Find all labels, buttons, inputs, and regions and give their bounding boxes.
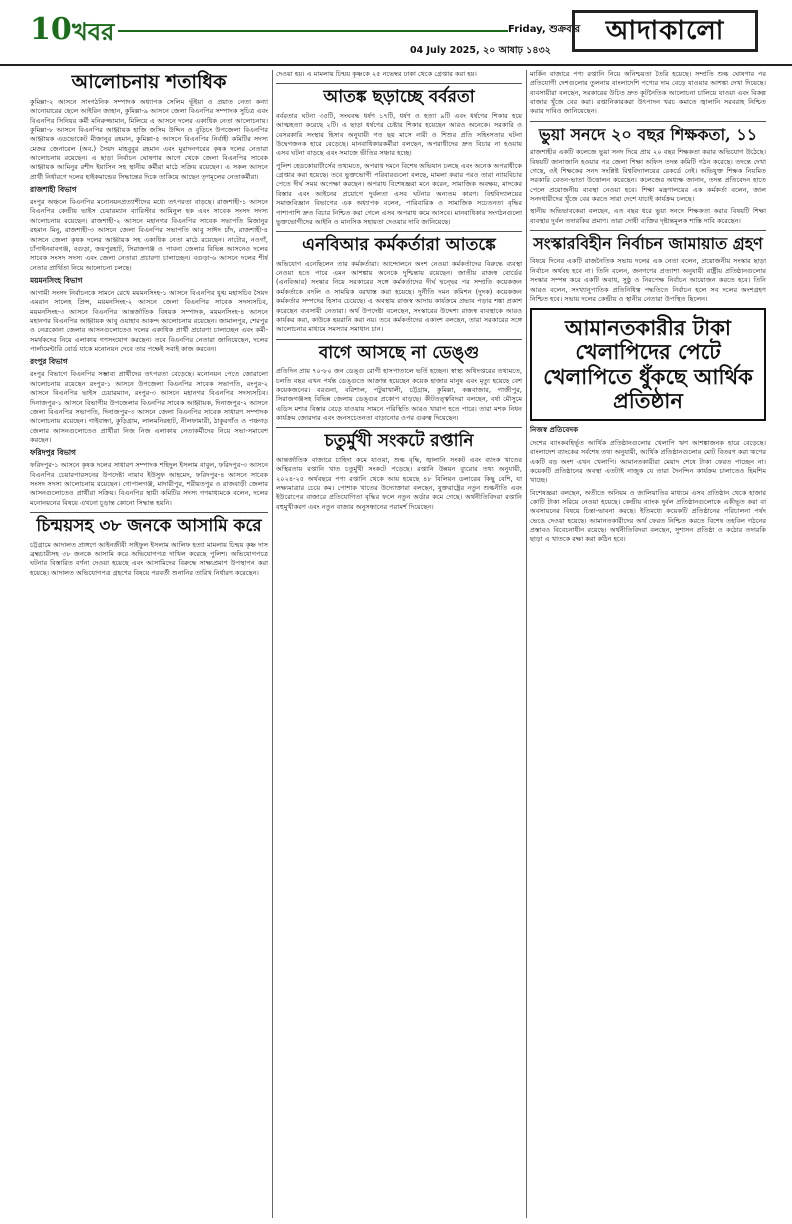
article-text: ফরিদপুর-১ আসনে কৃষক দলের সাধারণ সম্পাদক শহিদুল ইসলাম বাবুল, ফরিদপুর-৩ আসনে বিএনপির চেয়ারপারসনের উপদেষ্টা নায়াব ইউসুফ আহমেদ, ফরিদপুর-৪ আসনে সাবেক সংসদ সদস্য আলোচনায় রয়েছেন। গোপালগঞ্জ, মাদারীপুর, শরীয়তপুর ও রাজবাড়ী জেলার আসনগুলোতেও প্রার্থীরা সক্রিয়। বিএনপির স্থায়ী কমিটির সদস্য গণমাধ্যমকে বলেন, দলের মনোনয়নের বিষয়ে এখনো চূড়ান্ত কোনো সিদ্ধান্ত হয়নি। (30, 461, 268, 507)
headline-export: চতুর্মুখী সংকটে রপ্তানি (324, 431, 474, 452)
headline-fake-certificate: ভুয়া সনদে ২০ বছর শিক্ষকতা, ১১ (538, 124, 758, 144)
headline-chinmoy: চিন্ময়সহ ৩৮ জনকে আসামি করে (36, 516, 262, 537)
headline-nbr: এনবিআর কর্মকর্তারা আতঙ্কে (302, 235, 496, 256)
byline: নিজস্ব প্রতিবেদক (530, 424, 579, 434)
divider (276, 427, 522, 428)
article-text: দেওয়া হয়। এ মামলায় চিন্ময় কৃষ্ণকে ২৫ নভেম্বর ঢাকা থেকে গ্রেপ্তার করা হয়। (276, 70, 477, 78)
column-divider (272, 70, 273, 1218)
column-divider (526, 70, 527, 1218)
page-number: 10 (30, 12, 72, 47)
headline-dengue: বাগে আসছে না ডেঙ্গু (318, 342, 480, 363)
divider (530, 121, 766, 122)
newspaper-logo: আদাকালো (572, 10, 758, 52)
date-line: Friday, শুক্রবার (508, 24, 581, 35)
article-text: দেশের ব্যাংকবহির্ভূত আর্থিক প্রতিষ্ঠানগুলোর খেলাপি ঋণ আশঙ্কাজনক হারে বেড়েছে। বাংলাদেশ ব্যাংকের সর্বশেষ তথ্য অনুযায়ী, আর্থিক প্রতিষ্ঠানগুলোর মোট বিতরণ করা ঋণের একটি বড় অংশ এখন খেলাপি। আমানতকারীরা মেয়াদ শেষে টাকা ফেরত পাচ্ছেন না। কয়েকটি প্রতিষ্ঠানের অবস্থা এতটাই নাজুক যে তারা দৈনন্দিন কার্যক্রম চালাতেও হিমশিম খাচ্ছে। (530, 438, 766, 485)
divider (276, 83, 522, 84)
article-text: পুলিশ হেডকোয়ার্টার্সের তথ্যমতে, অপরাধ দমনে বিশেষ অভিযান চলছে এবং অনেক অপরাধীকে গ্রেপ্তার করা হয়েছে। তবে ভুক্তভোগী পরিবারগুলো বলছে, মামলা করার পরও তারা ন্যায়বিচার পেতে দীর্ঘ সময় অপেক্ষা করছেন। অপরাধ বিশেষজ্ঞরা মনে করেন, সামাজিক অবক্ষয়, মাদকের বিস্তার এবং আইনের প্রয়োগে দুর্বলতা এসব ঘটনার অন্যতম কারণ। বিশ্ববিদ্যালয়ের সমাজবিজ্ঞান বিভাগের এক অধ্যাপক বলেন, পারিবারিক ও সামাজিক সচেতনতা বৃদ্ধির পাশাপাশি দ্রুত বিচার নিশ্চিত করা গেলে এসব অপরাধ কমে আসবে। মানবাধিকার সংগঠনগুলো ভুক্তভোগীদের আইনি ও মানসিক সহায়তা দেওয়ার দাবি জানিয়েছে। (276, 161, 522, 226)
article-text: রংপুর অঞ্চলে বিএনপির মনোনয়নপ্রত্যাশীদের মধ্যে তৎপরতা বাড়ছে। রাজশাহী-১ আসনে বিএনপির কেন্দ্রীয় ভাইস চেয়ারম্যান ব্যারিস্টার আমিনুল হক এবং সাবেক সংসদ সদস্য আলোচনায় রয়েছেন। রাজশাহী-২ আসনে মহানগর বিএনপির সাবেক সভাপতি মিজানুর রহমান মিনু, রাজশাহী-৩ আসনে জেলা বিএনপির সভাপতি আবু সাঈদ চাঁদ, রাজশাহী-৪ আসনে জেলা কৃষক দলের আহ্বায়ক সহ একাধিক নেতা মাঠে রয়েছেন। নাটোর, নওগাঁ, চাঁপাইনবাবগঞ্জ, বগুড়া, জয়পুরহাট, সিরাজগঞ্জ ও পাবনা জেলার বিভিন্ন আসনেও দলের সাবেক সংসদ সদস্য এবং জেলা নেতারা প্রচারণা চালাচ্ছেন। বগুড়া-৬ আসনে দলের শীর্ষ নেতার প্রার্থিতা নিয়ে আলোচনা চলছে। (30, 198, 268, 272)
divider (276, 339, 522, 340)
article-text: চট্টগ্রামে আদালত প্রাঙ্গণে আইনজীবী সাইফুল ইসলাম আলিফ হত্যা মামলায় চিন্ময় কৃষ্ণ দাস ব্রহ্মচারীসহ ৩৮ জনকে আসামি করে অভিযোগপত্র দাখিল করেছে পুলিশ। অভিযোগপত্রে ঘটনার বিস্তারিত বর্ণনা দেওয়া হয়েছে এবং আসামিদের বিরুদ্ধে সাক্ষ্যপ্রমাণ উপস্থাপন করা হয়েছে। আদালত অভিযোগপত্র গ্রহণের বিষয়ে পরবর্তী শুনানির তারিখ নির্ধারণ করেছেন। (30, 540, 268, 577)
headline-jamaat: সংস্কারবিহীন নির্বাচন জামায়াত গ্রহণ (533, 234, 763, 254)
article-text: রংপুর বিভাগে বিএনপির সম্ভাব্য প্রার্থীদের তৎপরতা বেড়েছে। মনোনয়ন পেতে জোরালো আলোচনায় রয়েছেন রংপুর-১ আসনে উপজেলা বিএনপির সাবেক সভাপতি, রংপুর-২ আসনে বিএনপির ভাইস চেয়ারম্যান, রংপুর-৩ আসনে মহানগর বিএনপির সদস্যসচিব। দিনাজপুর-১ আসনে বিভাগীয় উপজেলার বিএনপির সাবেক আহ্বায়ক, দিনাজপুর-২ আসনে জেলা বিএনপির সভাপতি, দিনাজপুর-৩ আসনে জেলা বিএনপির সাবেক সাধারণ সম্পাদক আলোচনায় রয়েছেন। গাইবান্ধা, কুড়িগ্রাম, লালমনিরহাট, নীলফামারী, ঠাকুরগাঁও ও পঞ্চগড় জেলার আসনগুলোতেও প্রার্থীরা নিজ নিজ এলাকায় নেতাকর্মীদের নিয়ে সভা-সমাবেশ করছেন। (30, 370, 268, 444)
column-3 (530, 70, 766, 1218)
header-rule (118, 30, 508, 32)
subhead: ফরিদপুর বিভাগ (30, 448, 76, 458)
date-sub: 04 July 2025, ২০ আষাঢ় ১৪৩২ (410, 45, 551, 56)
headline-depositors: আমানতকারীর টাকা খেলাপিদের পেটে খেলাপিতে ধুঁকছে আর্থিক প্রতিষ্ঠান (543, 315, 753, 413)
subhead: ময়মনসিংহ বিভাগ (30, 275, 83, 285)
article-text: কুমিল্লা-২ আসনে সাংগঠনিক সম্পাদক অধ্যাপক সেলিম ভূঁইয়া ও প্রয়াত নেতা কন্যা আনোয়ারের ছেলে আইরিন জাহান, কুমিল্লা-৯ আসনে জেলা বিএনপির সম্পাদক সুচিত্র এবং বিএনপির সিনিয়র কর্মী মনিরুজ্জামান, মিলিয়ে এ আসনে দলের একাধিক নেতা আলোচনায়। কুমিল্লা-৮ আসনে বিএনপির আহ্বায়ক হাজি জসিম উদ্দিন ও বুড়িচং উপজেলা বিএনপির আহ্বায়ক এডভোকেট মীজানুর রহমান, কুমিল্লা-৫ আসনে বিএনপির নির্বাহী কমিটির সদস্য মেজর জেনারেল (অব.) সৈয়দ মাহবুবুর রহমান এবং মুরাদনগরের কৃষক দলের নেতারা আলোচনায় রয়েছেন। এ ছাড়া নির্বাচন ঘোষণার আগে থেকে জেলা বিএনপির সাবেক আহ্বায়ক আমিনুর রশীদ ইয়াসিন সহ স্থানীয় কর্মীরা মাঠে সক্রিয় রয়েছেন। এ সকল আসনে প্রার্থী নির্ধারণে দলের হাইকমান্ডের সিদ্ধান্তের দিকে তাকিয়ে আছেন তৃণমূলের নেতাকর্মীরা। (30, 97, 268, 181)
article-text: মার্কিন বাজারে পণ্য রপ্তানি নিয়ে অনিশ্চয়তা তৈরি হয়েছে। সম্প্রতি শুল্ক ঘোষণার পর প্রতিযোগী দেশগুলোর তুলনায় বাংলাদেশি পণ্যের দাম বেড়ে যাওয়ার আশঙ্কা দেখা দিয়েছে। ব্যবসায়ীরা বলছেন, সরকারের উচিত দ্রুত কূটনৈতিক আলোচনা চালিয়ে যাওয়া এবং বিকল্প বাজার খুঁজে বের করা। রপ্তানিকারকরা উৎপাদন খরচ কমাতে জ্বালানি সরবরাহ নিশ্চিত করার দাবিও জানিয়েছেন। (530, 70, 766, 116)
article-text: বিষয়ে দিনের একটি রাজনৈতিক সভায় দলের এক নেতা বলেন, প্রয়োজনীয় সংস্কার ছাড়া নির্বাচন অর্থবহ হবে না। তিনি বলেন, জনগণের প্রত্যাশা অনুযায়ী রাষ্ট্রীয় প্রতিষ্ঠানগুলোর সংস্কার সম্পন্ন করে একটি অবাধ, সুষ্ঠু ও নিরপেক্ষ নির্বাচন আয়োজন করতে হবে। তিনি আরও বলেন, সংখ্যানুপাতিক প্রতিনিধিত্ব পদ্ধতিতে নির্বাচন হলে সব দলের অংশগ্রহণ নিশ্চিত হবে। সভায় দলের কেন্দ্রীয় ও স্থানীয় নেতারা উপস্থিত ছিলেন। (530, 257, 766, 303)
divider (530, 230, 766, 231)
article-text: স্থানীয় অভিভাবকেরা বলছেন, এত বছর ধরে ভুয়া সনদে শিক্ষকতা করার বিষয়টি শিক্ষা ব্যবস্থার দুর্বল তদারকির প্রমাণ। তারা দোষী ব্যক্তির দৃষ্টান্তমূলক শাস্তি দাবি করেছেন। (530, 207, 766, 225)
headline-atonko: আতঙ্ক ছড়াচ্ছে বর্বরতা (323, 87, 475, 108)
section-name: খবর (72, 18, 115, 46)
boxed-headline (530, 308, 766, 421)
divider (276, 231, 522, 232)
article-text: প্রতিদিন প্রায় ৭০-৮০ জন ডেঙ্গু রোগী হাসপাতালে ভর্তি হচ্ছেন। স্বাস্থ্য অধিদপ্তরের তথ্যমতে, চলতি বছর এখন পর্যন্ত ডেঙ্গুতে আক্রান্ত হয়েছেন কয়েক হাজার মানুষ এবং মৃত্যু হয়েছে বেশ কয়েকজনের। বরগুনা, বরিশাল, পটুয়াখালী, চট্টগ্রাম, কুমিল্লা, কক্সবাজার, গাজীপুর, সিরাজগঞ্জসহ বিভিন্ন জেলায় ডেঙ্গুর প্রকোপ বাড়ছে। কীটতত্ত্ববিদরা বলছেন, বর্ষা মৌসুমে এডিস মশার বিস্তার বেড়ে যাওয়ায় সামনে পরিস্থিতি আরও খারাপ হতে পারে। তারা মশক নিধন কার্যক্রম জোরদার এবং জনসচেতনতা বাড়ানোর ওপর গুরুত্ব দিয়েছেন। (276, 367, 522, 422)
article-text: বিশেষজ্ঞরা বলছেন, অতীতে অনিয়ম ও জালিয়াতির মাধ্যমে এসব প্রতিষ্ঠান থেকে হাজার কোটি টাকা সরিয়ে নেওয়া হয়েছে। কেন্দ্রীয় ব্যাংক দুর্বল প্রতিষ্ঠানগুলোকে একীভূত করা বা অবসায়নের বিষয়ে চিন্তা-ভাবনা করছে। ইতিমধ্যে কয়েকটি প্রতিষ্ঠানের পরিচালনা পর্ষদ ভেঙে দেওয়া হয়েছে। আমানতকারীদের অর্থ ফেরত নিশ্চিত করতে বিশেষ তহবিল গঠনের প্রস্তাবও বিবেচনাধীন রয়েছে। অর্থনীতিবিদরা বলছেন, সুশাসন প্রতিষ্ঠা ও কঠোর তদারকি ছাড়া এ খাতকে রক্ষা করা কঠিন হবে। (530, 488, 766, 544)
headline-alochonay: আলোচনায় শতাধিক (71, 71, 227, 93)
subhead: রাজশাহী বিভাগ (30, 185, 77, 195)
article-text: আগামী সংসদ নির্বাচনকে সামনে রেখে ময়মনসিংহ-১ আসনে বিএনপির যুগ্ম মহাসচিব সৈয়দ এমরান সালেহ প্রিন্স, ময়মনসিংহ-২ আসনে জেলা বিএনপির সাবেক সদস্যসচিব, ময়মনসিংহ-৩ আসনে বিএনপির আন্তর্জাতিক বিষয়ক সম্পাদক, ময়মনসিংহ-৪ আসনে মহানগর বিএনপির আহ্বায়ক আবু ওয়াহাব আকন্দ আলোচনায় রয়েছেন। জামালপুর, শেরপুর ও নেত্রকোনা জেলার আসনগুলোতেও দলের একাধিক প্রার্থী প্রচারণা চালাচ্ছেন এবং কর্মী-সমর্থকদের নিয়ে এলাকায় গণসংযোগ করছেন। তবে বিএনপির নেতারা জানিয়েছেন, দলের পার্লামেন্টারি বোর্ড যাকে মনোনয়ন দেবে তার পক্ষেই সবাই কাজ করবেন। (30, 288, 268, 354)
article-text: আন্তর্জাতিক বাজারে চাহিদা কমে যাওয়া, শুল্ক বৃদ্ধি, জ্বালানি সংকট এবং ব্যাংক খাতের অস্থিরতায় রপ্তানি খাত চতুর্মুখী সংকটে পড়েছে। রপ্তানি উন্নয়ন ব্যুরোর তথ্য অনুযায়ী, ২০২৪-২৫ অর্থবছরে পণ্য রপ্তানি থেকে আয় হয়েছে ৪৮ বিলিয়ন ডলারের কিছু বেশি, যা লক্ষ্যমাত্রার চেয়ে কম। পোশাক খাতের উদ্যোক্তারা বলছেন, যুক্তরাষ্ট্রের নতুন শুল্কনীতি এবং ইউরোপের বাজারে প্রতিযোগিতা বৃদ্ধির ফলে নতুন অর্ডার কমে গেছে। অর্থনীতিবিদরা রপ্তানি বহুমুখীকরণ এবং নতুন বাজার অনুসন্ধানের পরামর্শ দিয়েছেন। (276, 455, 522, 511)
column-2 (276, 70, 522, 1218)
column-1 (30, 70, 268, 1218)
article-text: বর্বরতার ঘটনা ৩৫টি, সংঘবদ্ধ ধর্ষণ ১৭টি, ধর্ষণ ও হত্যা ৯টি এবং ধর্ষণের শিকার হয়ে আত্মহত্যা করেছে ২টি। এ ছাড়া ধর্ষণের চেষ্টার শিকার হয়েছেন আরও অনেকে। সরকারি ও বেসরকারি সংস্থার হিসাব অনুযায়ী গত ছয় মাসে নারী ও শিশুর প্রতি সহিংসতার ঘটনা উদ্বেগজনক হারে বেড়েছে। মানবাধিকারকর্মীরা বলছেন, অপরাধীদের দ্রুত বিচার না হওয়ায় এসব ঘটনা বাড়ছে এবং সমাজে ভীতির সঞ্চার হচ্ছে। (276, 111, 522, 158)
divider (30, 512, 268, 513)
subhead: রংপুর বিভাগ (30, 357, 68, 367)
page-header (0, 0, 792, 66)
article-text: রাজশাহীর একটি কলেজে ভুয়া সনদ দিয়ে প্রায় ২০ বছর শিক্ষকতা করার অভিযোগ উঠেছে। বিষয়টি জানাজানি হওয়ার পর জেলা শিক্ষা অফিস তদন্ত কমিটি গঠন করেছে। তদন্তে দেখা গেছে, ওই শিক্ষকের সনদ সংশ্লিষ্ট বিশ্ববিদ্যালয়ের রেকর্ডে নেই। অভিযুক্ত শিক্ষক নিয়মিত সরকারি বেতন-ভাতা উত্তোলন করেছেন। কলেজের অধ্যক্ষ জানান, তদন্ত প্রতিবেদন হাতে পেলে প্রয়োজনীয় ব্যবস্থা নেওয়া হবে। শিক্ষা মন্ত্রণালয়ের এক কর্মকর্তা বলেন, জাল সনদধারীদের খুঁজে বের করতে সারা দেশে যাচাই কার্যক্রম চলছে। (530, 148, 766, 203)
article-text: অভিযোগ এনেছিলেন তার কর্মকর্তারা। আন্দোলনে অংশ নেওয়া কর্মকর্তাদের বিরুদ্ধে ব্যবস্থা নেওয়া হতে পারে এমন আশঙ্কায় অনেকে দুশ্চিন্তায় রয়েছেন। জাতীয় রাজস্ব বোর্ডের (এনবিআর) সংস্কার নিয়ে সরকারের সঙ্গে কর্মকর্তাদের দীর্ঘ দ্বন্দ্বের পর সম্প্রতি কয়েকজন কর্মকর্তাকে বদলি ও সাময়িক বরখাস্ত করা হয়েছে। দুর্নীতি দমন কমিশন (দুদক) কয়েকজন কর্মকর্তার সম্পদের হিসাব চেয়েছে। এ অবস্থায় রাজস্ব আদায় কার্যক্রমে প্রভাব পড়ার শঙ্কা প্রকাশ করেছেন ব্যবসায়ী নেতারা। অর্থ উপদেষ্টা বলেছেন, সংস্কারের উদ্দেশ্য রাজস্ব ব্যবস্থাকে আরও কার্যকর করা, কাউকে হয়রানি করা নয়। তবে কর্মকর্তাদের একাংশ বলছেন, তারা সরকারের সঙ্গে আলোচনার মাধ্যমে সমস্যার সমাধান চান। (276, 259, 522, 334)
